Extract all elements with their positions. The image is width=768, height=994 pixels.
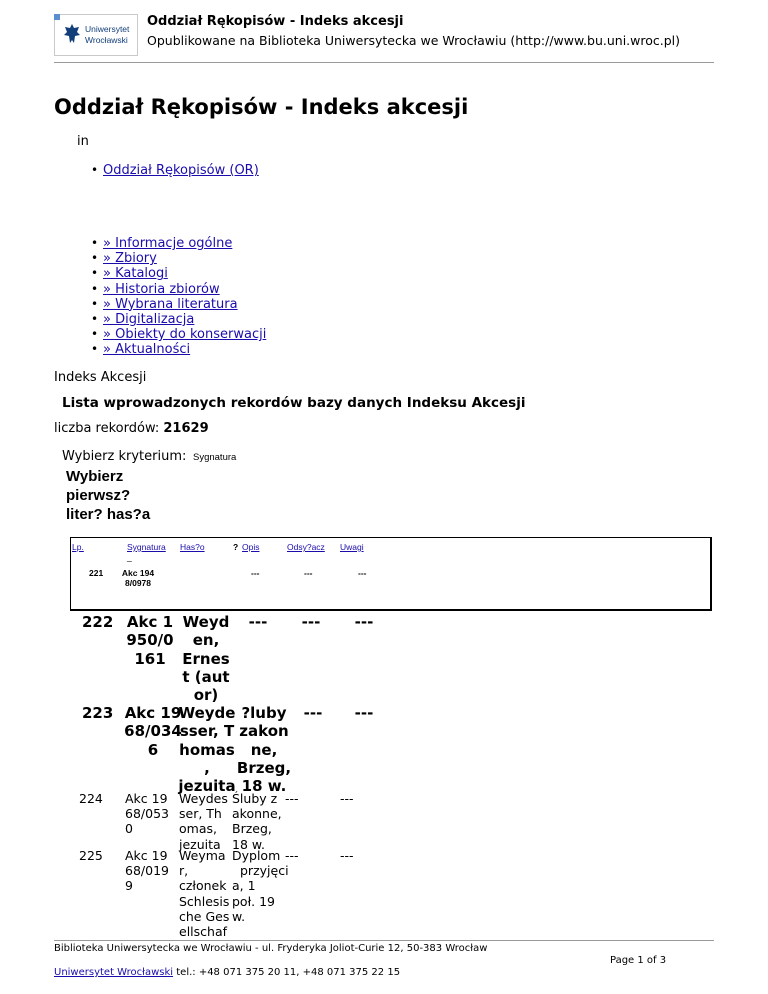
logo-text-line2: Wrocławski [85, 35, 128, 45]
menu-item [77, 342, 266, 357]
row-221-lp: 221 [89, 568, 104, 578]
row-224-lp: 224 [79, 791, 103, 806]
logo-corner-mark [54, 14, 60, 20]
cell-line: w. [232, 908, 246, 924]
cell-line: Ernes [182, 649, 230, 668]
university-logo [54, 14, 138, 56]
cell-line: Weyma [179, 848, 226, 863]
cell-line: poł. 19 [232, 893, 275, 909]
menu-item [77, 266, 266, 281]
row-225-opis [232, 848, 289, 924]
pick-letter-line: liter? has?a [66, 506, 151, 523]
row-225-uwagi: --- [340, 848, 354, 863]
menu-link-aktualnosci[interactable]: » Aktualności [103, 342, 191, 358]
cell-line: 18 w. [241, 777, 287, 796]
cell-line: akonne, [232, 806, 282, 822]
cell-line: ?luby [241, 704, 287, 722]
pick-letter-line: pierwsz? [66, 487, 131, 504]
menu-item [77, 251, 266, 266]
opis-header-mark: ? [233, 542, 239, 552]
row-221-sygnatura [118, 568, 158, 588]
cell-line: członek [179, 878, 227, 894]
menu-link-historia[interactable]: » Historia zbiorów [103, 281, 220, 297]
footer-address: Biblioteka Uniwersytecka we Wrocławiu - ul. Fryderyka Joliot-Curie 12, 50-383 Wrocław [54, 943, 488, 954]
row-223-lp: 223 [82, 704, 114, 722]
cell-line: zakon [239, 722, 289, 741]
cell-line: , [204, 758, 210, 777]
row-224-odsylacz: --- [285, 791, 299, 806]
page-number: Page 1 of 3 [610, 955, 667, 966]
cell-line: homas [179, 740, 235, 759]
in-label: in [77, 134, 89, 149]
cell-line: a, 1 [232, 878, 256, 894]
eagle-crest-icon [63, 23, 81, 45]
cell-line: 161 [134, 649, 166, 668]
criterion-select[interactable]: Sygnatura [193, 452, 237, 463]
cell-line: Akc 19 [125, 791, 168, 806]
record-count-value: 21629 [163, 421, 209, 436]
menu-item [77, 312, 266, 327]
university-link[interactable]: Uniwersytet Wrocławski [54, 967, 174, 978]
sygnatura-header-extra: _ [127, 552, 132, 562]
cell-line: Brzeg, [236, 758, 292, 777]
row-223-odsylacz: --- [303, 704, 323, 722]
header-published-line: Opublikowane na Biblioteka Uniwersytecka we Wrocławiu (http://www.bu.uni.wroc.pl) [147, 33, 681, 48]
row-224-haslo [179, 791, 228, 852]
cell-line: 8/0978 [125, 578, 151, 588]
menu-link-literatura[interactable]: » Wybrana literatura [103, 296, 238, 312]
record-count-label: liczba rekordów: [54, 421, 164, 436]
cell-line: Dyplom [232, 848, 281, 863]
cell-line: ellschaf [179, 924, 228, 940]
cell-line: Akc 194 [121, 568, 155, 578]
row-221-opis: --- [251, 568, 260, 578]
menu-item [77, 282, 266, 297]
cell-line: Schlesis [179, 893, 230, 909]
cell-line: sser, T [179, 722, 235, 741]
menu-link-katalogi[interactable]: » Katalogi [103, 266, 168, 282]
row-224-sygnatura [125, 791, 169, 837]
footer-phone: tel.: +48 071 375 20 11, +48 071 375 22 15 [173, 967, 401, 978]
menu-link-zbiory[interactable]: » Zbiory [103, 251, 157, 267]
category-link[interactable]: Oddział Rękopisów (OR) [103, 163, 259, 178]
cell-line: ne, [250, 740, 278, 759]
footer-divider [54, 940, 714, 941]
menu-link-digitalizacja[interactable]: » Digitalizacja [103, 311, 195, 327]
cell-line: r, [179, 863, 189, 879]
row-221-uwagi: --- [358, 568, 367, 578]
header-divider [54, 62, 714, 63]
cell-line: przyjęci [240, 863, 289, 879]
row-224-uwagi: --- [340, 791, 354, 806]
footer-contact [54, 967, 400, 978]
pick-letter-line: Wybierz [66, 468, 124, 485]
menu-link-konserwacja[interactable]: » Obiekty do konserwacji [103, 327, 267, 343]
cell-line: or) [193, 686, 219, 705]
cell-line: t (aut [182, 667, 230, 686]
cell-line: Weyde [178, 704, 236, 722]
row-225-haslo [179, 848, 229, 939]
cell-line: Śluby z [232, 791, 278, 806]
cell-line: 18 w. [232, 836, 265, 852]
sort-uwagi-link[interactable]: Uwagi [340, 542, 364, 552]
row-222-sygnatura [124, 613, 176, 668]
criterion-label: Wybierz kryterium: [62, 449, 187, 464]
section-title: Indeks Akcesji [54, 370, 147, 385]
sort-haslo-link[interactable]: Has?o [180, 542, 205, 552]
cell-line: 68/034 [124, 722, 182, 741]
header-title: Oddział Rękopisów - Indeks akcesji [147, 14, 404, 29]
section-menu [77, 236, 266, 358]
pick-letter-heading [66, 467, 166, 524]
row-224-opis [232, 791, 282, 852]
sort-opis-link[interactable]: Opis [242, 542, 260, 552]
menu-link-informacje[interactable]: » Informacje ogólne [103, 236, 233, 251]
sort-lp-link[interactable]: Lp. [72, 542, 84, 552]
row-225-lp: 225 [79, 848, 103, 863]
cell-line: Akc 19 [125, 848, 168, 863]
cell-line: jezuita [179, 836, 221, 852]
cell-line: 68/053 [125, 806, 169, 822]
row-223-haslo [178, 704, 236, 795]
cell-line: Weyd [182, 613, 230, 631]
logo-text-line1: Uniwersytet [85, 24, 130, 34]
cell-line: Akc 1 [126, 613, 174, 631]
cell-line: 950/0 [126, 631, 174, 650]
cell-line: 6 [147, 740, 159, 759]
row-225-sygnatura [125, 848, 169, 894]
menu-item [77, 297, 266, 312]
list-heading: Lista wprowadzonych rekordów bazy danych Indeksu Akcesji [62, 395, 526, 411]
row-222-haslo [180, 613, 232, 704]
row-223-uwagi: --- [354, 704, 374, 722]
row-223-sygnatura [124, 704, 182, 759]
cell-line: omas, [179, 821, 217, 837]
sort-odsylacz-link[interactable]: Odsy?acz [287, 542, 325, 552]
row-222-opis: --- [248, 613, 268, 631]
records-table-box [70, 537, 712, 611]
category-list [77, 163, 259, 178]
cell-line: ser, Th [179, 806, 222, 822]
cell-line: 68/019 [125, 863, 169, 879]
row-223-opis [234, 704, 294, 795]
menu-item [77, 327, 266, 342]
cell-line: jezuita [178, 777, 236, 796]
row-222-uwagi: --- [354, 613, 374, 631]
cell-line: en, [192, 631, 220, 650]
page-title: Oddział Rękopisów - Indeks akcesji [54, 95, 469, 119]
cell-line: Weydes [179, 791, 228, 806]
cell-line: Akc 19 [124, 704, 182, 722]
cell-line: Brzeg, [232, 821, 272, 837]
cell-line: 0 [125, 821, 133, 837]
record-count [54, 421, 209, 436]
row-225-odsylacz: --- [285, 848, 299, 863]
menu-item [77, 236, 266, 251]
sort-sygnatura-link[interactable]: Sygnatura [127, 542, 166, 552]
cell-line: che Ges [179, 908, 230, 924]
list-item [77, 163, 259, 178]
row-222-lp: 222 [82, 613, 114, 631]
row-222-odsylacz: --- [301, 613, 321, 631]
cell-line: 9 [125, 878, 133, 894]
row-221-odsylacz: --- [304, 568, 313, 578]
